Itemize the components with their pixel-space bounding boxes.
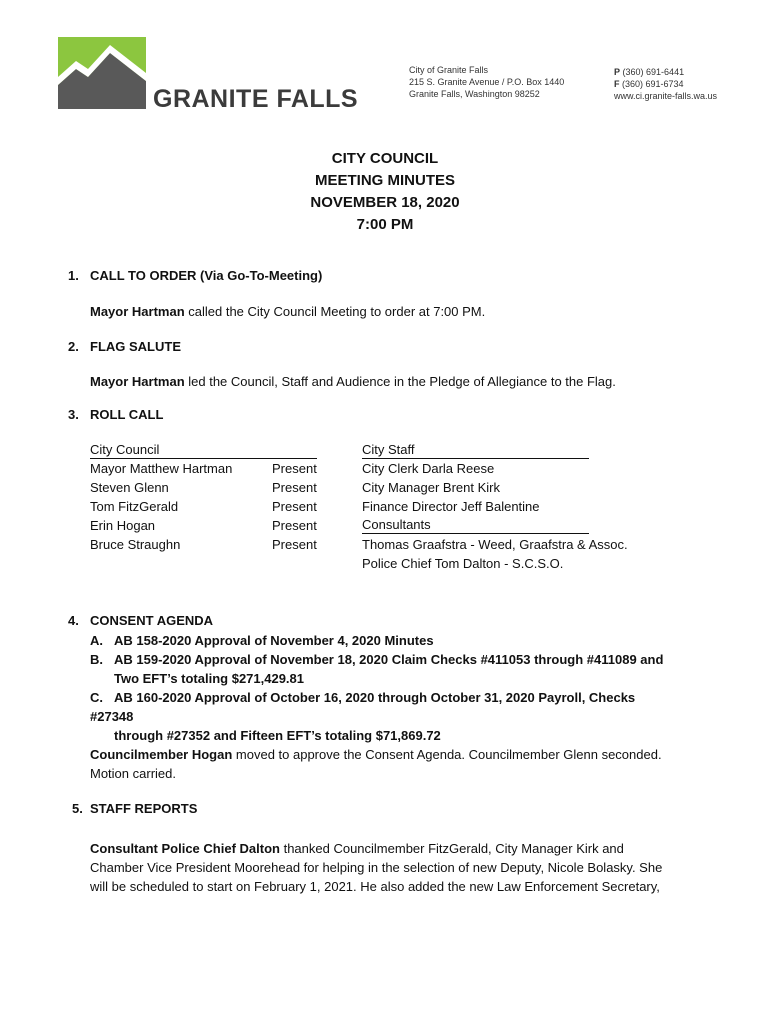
section-number: 2. — [68, 339, 79, 354]
address-line: 215 S. Granite Avenue / P.O. Box 1440 — [409, 77, 565, 87]
section-title: CONSENT AGENDA — [90, 613, 214, 628]
section-heading — [72, 801, 197, 816]
paragraph-text: called the City Council Meeting to order at 7:00 PM. — [184, 304, 486, 319]
granite-falls-logo — [58, 37, 378, 113]
paragraph-text: led the Council, Staff and Audience in the Pledge of Allegiance to the Flag. — [184, 374, 616, 389]
title-line: MEETING MINUTES — [314, 172, 455, 189]
consultants-header: Consultants — [362, 517, 589, 534]
item-letter: A. — [90, 633, 103, 648]
document-title — [0, 148, 770, 236]
section-number: 5. — [72, 801, 83, 816]
fax-number: (360) 691-6734 — [622, 79, 684, 89]
consultant: Police Chief Tom Dalton - S.C.S.O. — [362, 556, 564, 571]
section-title: STAFF REPORTS — [90, 801, 198, 816]
item-text: AB 158-2020 Approval of November 4, 2020 Minutes — [114, 633, 434, 648]
consultant: Thomas Graafstra - Weed, Graafstra & Assoc. — [362, 537, 628, 552]
fax-label: F — [614, 79, 620, 89]
section-title: CALL TO ORDER (Via Go-To-Meeting) — [90, 268, 323, 283]
agenda-item — [90, 650, 670, 688]
title-time: 7:00 PM — [356, 216, 414, 233]
section-title: FLAG SALUTE — [90, 339, 181, 354]
council-member-name: Mayor Matthew Hartman — [90, 461, 233, 476]
speaker: Mayor Hartman — [90, 374, 185, 389]
council-member-name: Steven Glenn — [90, 480, 169, 495]
title-line: CITY COUNCIL — [331, 150, 439, 167]
section-number: 3. — [68, 407, 79, 422]
agenda-item — [90, 688, 670, 745]
address-line: Granite Falls, Washington 98252 — [409, 89, 540, 99]
speaker: Mayor Hartman — [90, 304, 185, 319]
council-member-name: Erin Hogan — [90, 518, 156, 533]
address-line: City of Granite Falls — [409, 65, 489, 75]
item-letter: C. — [90, 690, 103, 705]
attendance-status: Present — [272, 518, 317, 533]
item-text-continued: Two EFT’s totaling $271,429.81 — [114, 671, 305, 686]
council-member-name: Bruce Straughn — [90, 537, 181, 552]
logo-text: GRANITE FALLS — [153, 85, 359, 113]
staff-member: City Clerk Darla Reese — [362, 461, 495, 476]
item-text: AB 160-2020 Approval of October 16, 2020 through October 31, 2020 Payroll, Checks #27348 — [90, 690, 636, 724]
item-text-continued: through #27352 and Fifteen EFT’s totaling $71,869.72 — [114, 728, 441, 743]
staff-member: City Manager Brent Kirk — [362, 480, 500, 495]
title-date: NOVEMBER 18, 2020 — [310, 194, 460, 211]
attendance-status: Present — [272, 461, 317, 476]
mountain-logo-icon — [58, 37, 146, 109]
paragraph — [90, 372, 675, 391]
attendance-status: Present — [272, 480, 317, 495]
section-title: ROLL CALL — [90, 407, 164, 422]
item-text: AB 159-2020 Approval of November 18, 2020 Claim Checks #411053 through #411089 and — [114, 652, 664, 667]
paragraph — [90, 302, 675, 321]
paragraph-text: Chamber Vice President Moorehead for helping in the selection of new Deputy, Nicole Bolasky. She — [90, 860, 663, 875]
city-address — [409, 64, 564, 100]
paragraph-text: thanked Councilmember FitzGerald, City Manager Kirk and — [279, 841, 624, 856]
section-number: 1. — [68, 268, 79, 283]
section-heading — [68, 407, 163, 422]
attendance-status: Present — [272, 537, 317, 552]
paragraph — [90, 839, 690, 896]
phone-label: P — [614, 67, 621, 77]
item-letter: B. — [90, 652, 103, 667]
section-heading — [68, 613, 213, 628]
section-number: 4. — [68, 613, 79, 628]
speaker: Councilmember Hogan — [90, 747, 233, 762]
speaker: Consultant Police Chief Dalton — [90, 841, 280, 856]
contact-info — [614, 66, 717, 102]
council-member-name: Tom FitzGerald — [90, 499, 179, 514]
staff-member: Finance Director Jeff Balentine — [362, 499, 540, 514]
paragraph-text: moved to approve the Consent Agenda. Councilmember Glenn seconded. — [232, 747, 662, 762]
staff-column-header: City Staff — [362, 442, 589, 459]
agenda-item — [90, 631, 670, 650]
section-heading — [68, 339, 181, 354]
council-column-header: City Council — [90, 442, 317, 459]
paragraph-text: will be scheduled to start on February 1, 2021. He also added the new Law Enforcement Secretary, — [90, 879, 660, 894]
paragraph — [90, 745, 675, 783]
attendance-status: Present — [272, 499, 317, 514]
phone-number: (360) 691-6441 — [622, 67, 685, 77]
website: www.ci.granite-falls.wa.us — [614, 91, 718, 101]
paragraph-text: Motion carried. — [90, 766, 176, 781]
section-heading — [68, 268, 322, 283]
